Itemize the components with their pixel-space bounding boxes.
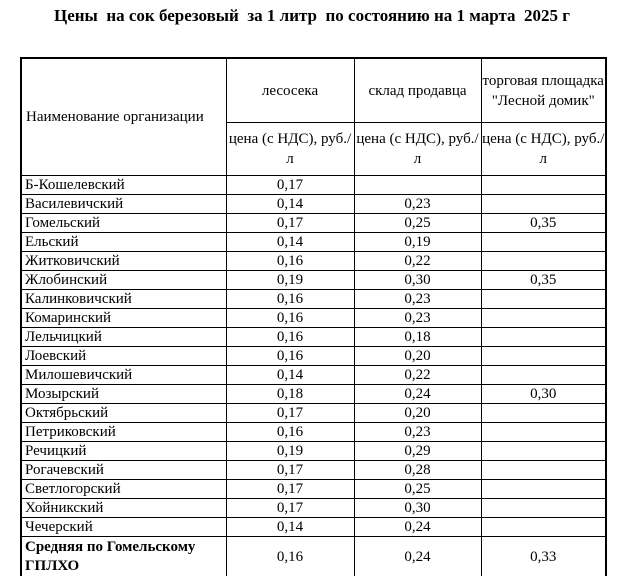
- price-cell-sklad: 0,25: [354, 480, 481, 499]
- org-name-cell: Гомельский: [21, 214, 226, 233]
- price-cell-lesoseka: 0,17: [226, 480, 354, 499]
- price-cell-sklad: 0,20: [354, 347, 481, 366]
- price-cell-torg: [481, 461, 606, 480]
- price-cell-sklad: 0,30: [354, 499, 481, 518]
- table-row: [21, 290, 606, 309]
- price-cell-torg: [481, 480, 606, 499]
- price-cell-sklad: 0,20: [354, 404, 481, 423]
- price-cell-torg: [481, 366, 606, 385]
- location-header-torg-ploshchadka: торговая площадка "Лесной домик": [481, 58, 606, 123]
- org-name-cell: Хойникский: [21, 499, 226, 518]
- org-name-cell: Ельский: [21, 233, 226, 252]
- price-cell-torg: [481, 290, 606, 309]
- org-name-cell: Комаринский: [21, 309, 226, 328]
- table-row: [21, 404, 606, 423]
- summary-name-cell: Средняя по Гомельскому ГПЛХО: [21, 537, 226, 576]
- table-row: [21, 499, 606, 518]
- price-cell-lesoseka: 0,14: [226, 518, 354, 537]
- price-cell-torg: 0,35: [481, 214, 606, 233]
- table-row: [21, 195, 606, 214]
- table-row: [21, 233, 606, 252]
- price-cell-torg: [481, 233, 606, 252]
- price-cell-sklad: 0,30: [354, 271, 481, 290]
- table-row: [21, 366, 606, 385]
- table-row: [21, 176, 606, 195]
- price-cell-lesoseka: 0,16: [226, 290, 354, 309]
- org-name-cell: Октябрьский: [21, 404, 226, 423]
- table-row: [21, 423, 606, 442]
- price-cell-sklad: 0,23: [354, 195, 481, 214]
- price-cell-lesoseka: 0,17: [226, 214, 354, 233]
- summary-price-sklad: 0,24: [354, 537, 481, 576]
- price-cell-lesoseka: 0,18: [226, 385, 354, 404]
- summary-row: [21, 537, 606, 576]
- table-row: [21, 347, 606, 366]
- org-name-cell: Лоевский: [21, 347, 226, 366]
- location-header-lesoseka: лесосека: [226, 58, 354, 123]
- price-cell-torg: [481, 176, 606, 195]
- price-cell-sklad: 0,22: [354, 252, 481, 271]
- org-name-cell: Лельчицкий: [21, 328, 226, 347]
- table-row: [21, 214, 606, 233]
- price-cell-lesoseka: 0,14: [226, 366, 354, 385]
- price-cell-sklad: 0,25: [354, 214, 481, 233]
- price-cell-torg: [481, 423, 606, 442]
- price-unit-header-cell: цена (с НДС), руб./л: [226, 123, 354, 176]
- price-cell-sklad: 0,23: [354, 309, 481, 328]
- price-cell-sklad: 0,22: [354, 366, 481, 385]
- page-title: Цены на сок березовый за 1 литр по состоянию на 1 марта 2025 г: [53, 6, 570, 25]
- price-cell-sklad: 0,28: [354, 461, 481, 480]
- price-cell-lesoseka: 0,17: [226, 499, 354, 518]
- org-name-cell: Мозырский: [21, 385, 226, 404]
- org-name-cell: Жлобинский: [21, 271, 226, 290]
- price-cell-lesoseka: 0,16: [226, 328, 354, 347]
- table-row: [21, 271, 606, 290]
- price-cell-torg: [481, 499, 606, 518]
- org-name-cell: Василевичский: [21, 195, 226, 214]
- price-cell-torg: [481, 404, 606, 423]
- table-row: [21, 309, 606, 328]
- price-cell-lesoseka: 0,16: [226, 423, 354, 442]
- price-unit-header-cell: цена (с НДС), руб./л: [481, 123, 606, 176]
- price-cell-torg: [481, 252, 606, 271]
- summary-price-lesoseka: 0,16: [226, 537, 354, 576]
- price-cell-sklad: 0,18: [354, 328, 481, 347]
- table-row: [21, 518, 606, 537]
- org-name-cell: Калинковичский: [21, 290, 226, 309]
- location-header-sklad: склад продавца: [354, 58, 481, 123]
- price-cell-sklad: 0,24: [354, 385, 481, 404]
- org-name-cell: Рогачевский: [21, 461, 226, 480]
- table-row: [21, 385, 606, 404]
- price-cell-lesoseka: 0,16: [226, 347, 354, 366]
- price-cell-torg: 0,35: [481, 271, 606, 290]
- org-name-cell: Светлогорский: [21, 480, 226, 499]
- price-cell-lesoseka: 0,14: [226, 195, 354, 214]
- org-name-header-cell: Наименование организации: [21, 58, 226, 176]
- header-row-locations: [21, 58, 606, 123]
- price-cell-sklad: 0,24: [354, 518, 481, 537]
- table-row: [21, 252, 606, 271]
- price-cell-lesoseka: 0,17: [226, 404, 354, 423]
- price-cell-torg: 0,30: [481, 385, 606, 404]
- price-cell-sklad: 0,29: [354, 442, 481, 461]
- price-cell-lesoseka: 0,14: [226, 233, 354, 252]
- org-name-cell: Милошевичский: [21, 366, 226, 385]
- price-cell-sklad: [354, 176, 481, 195]
- org-name-cell: Речицкий: [21, 442, 226, 461]
- org-name-cell: Житковичский: [21, 252, 226, 271]
- price-cell-sklad: 0,23: [354, 423, 481, 442]
- table-row: [21, 442, 606, 461]
- price-cell-torg: [481, 328, 606, 347]
- table-body: [21, 176, 606, 576]
- price-unit-header-cell: цена (с НДС), руб./л: [354, 123, 481, 176]
- price-cell-torg: [481, 309, 606, 328]
- org-name-cell: Б-Кошелевский: [21, 176, 226, 195]
- org-name-cell: Чечерский: [21, 518, 226, 537]
- price-cell-torg: [481, 518, 606, 537]
- price-table: [20, 57, 607, 576]
- price-cell-torg: [481, 347, 606, 366]
- table-header: [21, 58, 606, 176]
- table-row: [21, 461, 606, 480]
- price-cell-lesoseka: 0,19: [226, 271, 354, 290]
- price-cell-lesoseka: 0,17: [226, 176, 354, 195]
- price-cell-torg: [481, 195, 606, 214]
- org-name-cell: Петриковский: [21, 423, 226, 442]
- price-cell-sklad: 0,23: [354, 290, 481, 309]
- summary-price-torg: 0,33: [481, 537, 606, 576]
- price-cell-sklad: 0,19: [354, 233, 481, 252]
- table-row: [21, 480, 606, 499]
- table-row: [21, 328, 606, 347]
- price-cell-lesoseka: 0,16: [226, 309, 354, 328]
- price-cell-torg: [481, 442, 606, 461]
- price-cell-lesoseka: 0,17: [226, 461, 354, 480]
- price-cell-lesoseka: 0,16: [226, 252, 354, 271]
- price-cell-lesoseka: 0,19: [226, 442, 354, 461]
